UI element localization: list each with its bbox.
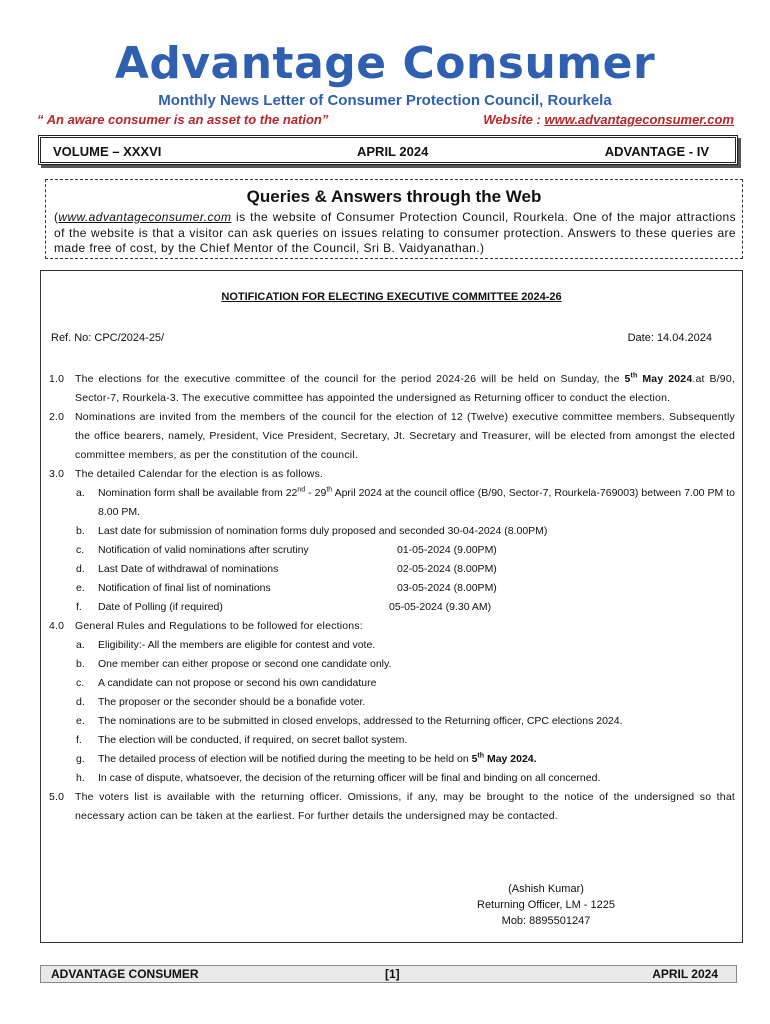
footer-month: APRIL 2024 <box>652 967 718 981</box>
paragraph-number: 5.0 <box>49 791 65 803</box>
item-letter: a. <box>76 487 85 499</box>
paragraph-text: General Rules and Regulations to be followed for elections: <box>75 620 363 632</box>
paragraph-1 <box>49 370 735 408</box>
reference-number: Ref. No: CPC/2024-25/ <box>51 332 165 344</box>
calendar-item <box>49 579 735 598</box>
qa-description: is the website of Consumer Protection Council, Rourkela. One of the major attractions of the website is that a visitor can ask queries on issues relating to consumer protection. Answers to these queries are made free of cost, by the Chief Mentor of the Council, Sri B. Vaidyanathan.) <box>54 210 736 255</box>
notification-title: NOTIFICATION FOR ELECTING EXECUTIVE COMMITTEE 2024-26 <box>221 291 562 303</box>
notification-date: Date: 14.04.2024 <box>627 332 712 344</box>
item-letter: d. <box>76 563 85 575</box>
calendar-item <box>49 541 735 560</box>
signature-block <box>441 881 651 929</box>
item-text: The detailed process of election will be notified during the meeting to be held on <box>98 753 472 765</box>
qa-website-link[interactable]: www.advantageconsumer.com <box>58 210 232 224</box>
issue-month: APRIL 2024 <box>357 144 429 159</box>
rule-item <box>49 636 735 655</box>
item-text: Nomination form shall be available from 22 <box>98 487 298 499</box>
item-text: One member can either propose or second one candidate only. <box>98 658 392 670</box>
calendar-item <box>49 598 735 617</box>
item-letter: g. <box>76 753 85 765</box>
day-suffix: th <box>477 752 485 760</box>
qa-box <box>45 179 743 259</box>
paragraph-text-cont: .at B/90, Sector-7, Rourkela-3. The executive committee has appointed the undersigned as Returning officer to conduct the election. <box>75 373 735 404</box>
calendar-item-a <box>49 484 735 522</box>
paragraph-text: The elections for the executive committee of the council for the period 2024-26 will be held on Sunday, the <box>75 373 625 385</box>
item-letter: c. <box>76 677 85 689</box>
rule-item <box>49 674 735 693</box>
item-text: - 29 <box>305 487 327 499</box>
item-text: The nominations are to be submitted in closed envelops, addressed to the Returning officer, CPC elections 2024. <box>98 715 623 727</box>
item-text: Last date for submission of nomination forms duly proposed and seconded 30-04-2024 (8.00PM) <box>98 525 548 537</box>
notification-box <box>40 270 743 943</box>
paragraph-5 <box>49 788 735 826</box>
volume-number: VOLUME – XXXVI <box>53 144 162 159</box>
qa-title: Queries & Answers through the Web <box>246 187 542 206</box>
item-text: Eligibility:- All the members are eligible for contest and vote. <box>98 639 376 651</box>
motto: “ An aware consumer is an asset to the nation” <box>37 112 329 127</box>
qa-open-paren: ( <box>54 210 59 224</box>
paragraph-number: 1.0 <box>49 373 65 385</box>
item-text: Date of Polling (if required) <box>98 601 223 613</box>
day-suffix: th <box>630 372 638 380</box>
rule-item <box>49 750 735 769</box>
paragraph-text: Nominations are invited from the members of the council for the election of 12 (Twelve) executive committee members. Subsequently the office bearers, namely, President, Vice President, Secretary, Jt. Secretary and Treasurer, will be elected from amongst the elected committee members, as per the constitution of the council. <box>75 411 735 461</box>
item-letter: b. <box>76 658 85 670</box>
rule-item <box>49 693 735 712</box>
day-number: 5 <box>624 373 631 385</box>
item-text: A candidate can not propose or second his own candidature <box>98 677 377 689</box>
volume-bar <box>38 135 738 165</box>
item-letter: b. <box>76 525 85 537</box>
date-suffix: th <box>326 486 333 494</box>
website-link[interactable]: www.advantageconsumer.com <box>544 112 734 127</box>
item-letter: f. <box>76 734 82 746</box>
item-text: The election will be conducted, if required, on secret ballot system. <box>98 734 408 746</box>
day-month: May 2024. <box>484 753 537 765</box>
date-suffix: nd <box>297 486 306 494</box>
newsletter-subtitle: Monthly News Letter of Consumer Protection Council, Rourkela <box>158 92 612 109</box>
item-text: Last Date of withdrawal of nominations <box>98 563 279 575</box>
rule-item <box>49 655 735 674</box>
paragraph-text: The detailed Calendar for the election is as follows. <box>75 468 324 480</box>
item-text: April 2024 at the council office (B/90, Sector-7, Rourkela-769003) between 7.00 PM to 8.00 PM. <box>98 487 735 518</box>
item-letter: f. <box>76 601 82 613</box>
signatory-name: (Ashish Kumar) <box>508 883 584 895</box>
item-letter: e. <box>76 715 85 727</box>
page-number: [1] <box>385 967 400 981</box>
paragraph-number: 2.0 <box>49 411 65 423</box>
notification-body <box>49 370 735 826</box>
day-number: 5 <box>471 753 478 765</box>
footer-title: ADVANTAGE CONSUMER <box>51 967 199 981</box>
item-date: 02-05-2024 (8.00PM) <box>397 563 497 575</box>
paragraph-4 <box>49 617 735 636</box>
calendar-item <box>49 522 735 541</box>
masthead-title: Advantage Consumer <box>114 38 656 89</box>
signatory-mobile: Mob: 8895501247 <box>501 915 591 927</box>
paragraph-2 <box>49 408 735 465</box>
item-letter: d. <box>76 696 85 708</box>
page-footer <box>40 965 737 983</box>
meeting-date <box>472 753 537 765</box>
paragraph-3 <box>49 465 735 484</box>
paragraph-text: The voters list is available with the returning officer. Omissions, if any, may be brought to the notice of the undersigned so that necessary action can be taken at the earliest. For further details the undersigned may be contacted. <box>75 791 735 822</box>
qa-text <box>54 210 736 257</box>
item-letter: c. <box>76 544 85 556</box>
rule-item <box>49 712 735 731</box>
paragraph-number: 4.0 <box>49 620 65 632</box>
item-date: 01-05-2024 (9.00PM) <box>397 544 497 556</box>
item-text: Notification of final list of nominations <box>98 582 271 594</box>
rule-item <box>49 769 735 788</box>
item-letter: h. <box>76 772 85 784</box>
item-text: Notification of valid nominations after scrutiny <box>98 544 309 556</box>
item-date: 05-05-2024 (9.30 AM) <box>389 601 492 613</box>
item-letter: a. <box>76 639 85 651</box>
election-day <box>624 373 692 385</box>
item-letter: e. <box>76 582 85 594</box>
day-month: May 2024 <box>637 373 693 385</box>
rule-item <box>49 731 735 750</box>
website-label: Website : <box>483 112 545 127</box>
paragraph-number: 3.0 <box>49 468 65 480</box>
website-line <box>483 112 734 127</box>
calendar-item <box>49 560 735 579</box>
signatory-title: Returning Officer, LM - 1225 <box>477 899 615 911</box>
item-date: 03-05-2024 (8.00PM) <box>397 582 497 594</box>
item-text: The proposer or the seconder should be a bonafide voter. <box>98 696 366 708</box>
issue-name: ADVANTAGE - IV <box>604 144 709 159</box>
item-text: In case of dispute, whatsoever, the decision of the returning officer will be final and binding on all concerned. <box>98 772 601 784</box>
